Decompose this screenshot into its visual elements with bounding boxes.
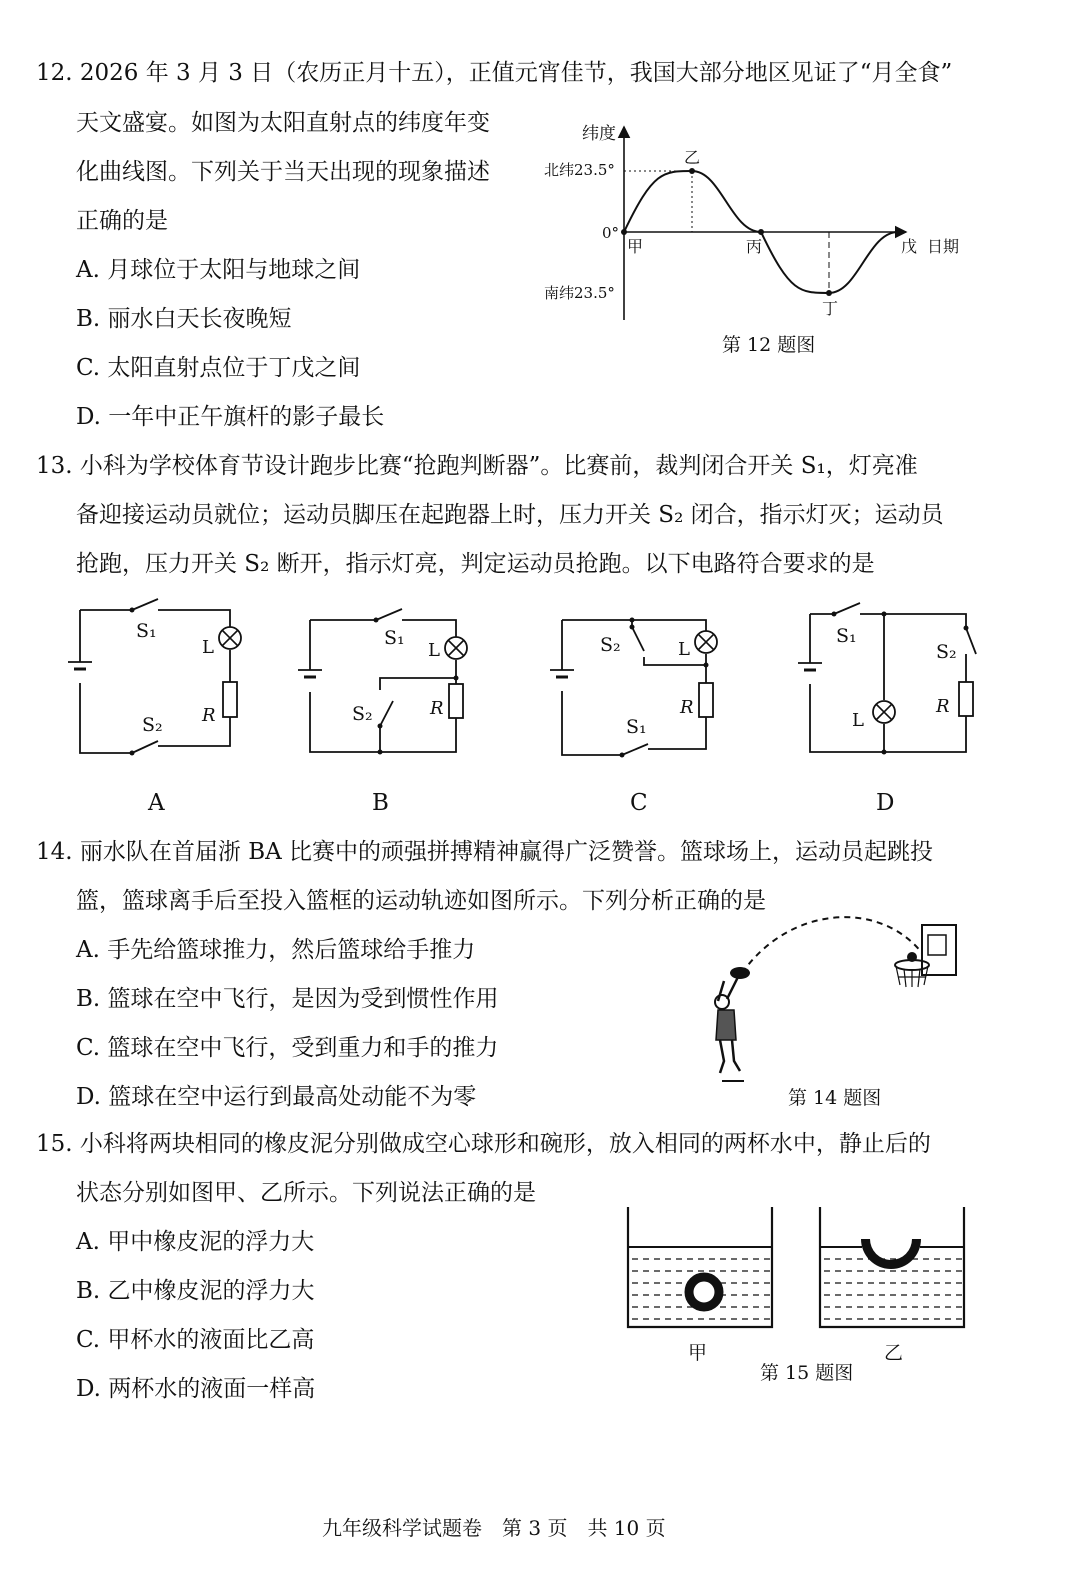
q12-point-ding: 丁 <box>822 299 839 318</box>
q15-beakers-figure <box>620 1205 970 1355</box>
q15-stem-line1: 15. 小科将两块相同的橡皮泥分别做成空心球形和碗形，放入相同的两杯水中，静止后的 <box>36 1131 931 1157</box>
q13a-s2-label: S₂ <box>142 714 163 736</box>
q13d-s2-label: S₂ <box>936 641 957 663</box>
q15-figure-caption: 第 15 题图 <box>760 1362 854 1384</box>
q12-latitude-curve-figure <box>540 115 980 335</box>
q12-tick-north: 北纬23.5° <box>544 161 615 179</box>
q13-circuit-b <box>290 600 490 770</box>
q12-option-c[interactable]: C. 太阳直射点位于丁戊之间 <box>76 355 361 381</box>
q12-stem-line4: 正确的是 <box>76 208 168 234</box>
q13-circuit-a <box>60 595 260 765</box>
q12-figure-caption: 第 12 题图 <box>722 334 816 356</box>
q15-option-c[interactable]: C. 甲杯水的液面比乙高 <box>76 1327 315 1353</box>
q13c-resistor-label: R <box>680 697 694 718</box>
q13-option-d[interactable]: D <box>876 790 895 816</box>
beaker-yi <box>820 1207 964 1327</box>
q13a-s1-label: S₁ <box>136 620 157 642</box>
q14-option-d[interactable]: D. 篮球在空中运行到最高处动能不为零 <box>76 1084 477 1110</box>
q14-basketball-figure <box>700 915 980 1085</box>
q12-point-wu: 戊 <box>901 237 918 256</box>
q12-point-yi: 乙 <box>684 148 701 167</box>
q13b-resistor-label: R <box>430 698 444 719</box>
q12-tick-south: 南纬23.5° <box>544 284 615 302</box>
q12-y-axis-label: 纬度 <box>582 124 616 144</box>
q12-tick-zero: 0° <box>602 224 620 242</box>
q12-point-jia: 甲 <box>627 237 644 256</box>
q13c-s2-label: S₂ <box>600 634 621 656</box>
bowl-icon <box>861 1239 921 1269</box>
q12-x-axis-label: 日期 <box>927 237 960 256</box>
q12-stem-line2: 天文盛宴。如图为太阳直射点的纬度年变 <box>76 110 490 136</box>
q13b-s2-label: S₂ <box>352 703 373 725</box>
q13b-lamp-label: L <box>428 640 440 661</box>
q12-stem-line3: 化曲线图。下列关于当天出现的现象描述 <box>76 159 490 185</box>
q12-option-b[interactable]: B. 丽水白天长夜晚短 <box>76 306 292 332</box>
q13-circuit-d <box>790 596 990 766</box>
q14-option-c[interactable]: C. 篮球在空中飞行，受到重力和手的推力 <box>76 1035 499 1061</box>
page-footer: 九年级科学试题卷 第 3 页 共 10 页 <box>322 1516 666 1540</box>
q15-option-d[interactable]: D. 两杯水的液面一样高 <box>76 1376 316 1402</box>
q13d-lamp-label: L <box>852 710 864 731</box>
q15-stem-line2: 状态分别如图甲、乙所示。下列说法正确的是 <box>76 1180 536 1206</box>
q15-option-a[interactable]: A. 甲中橡皮泥的浮力大 <box>76 1229 315 1255</box>
q13b-s1-label: S₁ <box>384 627 405 649</box>
q13-stem-line1: 13. 小科为学校体育节设计跑步比赛“抢跑判断器”。比赛前，裁判闭合开关 S₁，灯亮准 <box>36 453 918 479</box>
q13-circuit-c <box>540 603 740 773</box>
q13d-resistor-label: R <box>936 696 950 717</box>
q13c-s1-label: S₁ <box>626 716 647 738</box>
q13a-lamp-label: L <box>202 637 214 658</box>
q13-stem-line3: 抢跑，压力开关 S₂ 断开，指示灯亮，判定运动员抢跑。以下电路符合要求的是 <box>76 551 875 577</box>
q13-option-a[interactable]: A <box>148 790 165 816</box>
q13d-s1-label: S₁ <box>836 625 857 647</box>
hollow-ball-icon <box>689 1277 719 1307</box>
q15-option-b[interactable]: B. 乙中橡皮泥的浮力大 <box>76 1278 315 1304</box>
q14-stem-line1: 14. 丽水队在首届浙 BA 比赛中的顽强拼搏精神赢得广泛赞誉。篮球场上，运动员起跳投 <box>36 839 934 865</box>
q13a-resistor-label: R <box>202 705 216 726</box>
beaker-jia <box>628 1207 772 1327</box>
basketball-icon <box>730 967 750 979</box>
q14-option-a[interactable]: A. 手先给篮球推力，然后篮球给手推力 <box>76 937 476 963</box>
q14-option-b[interactable]: B. 篮球在空中飞行，是因为受到惯性作用 <box>76 986 499 1012</box>
q12-point-bing: 丙 <box>746 237 763 256</box>
q15-label-yi: 乙 <box>884 1342 904 1364</box>
q13c-lamp-label: L <box>678 639 690 660</box>
q13-option-b[interactable]: B <box>372 790 389 816</box>
q12-option-a[interactable]: A. 月球位于太阳与地球之间 <box>76 257 361 283</box>
q12-option-d[interactable]: D. 一年中正午旗杆的影子最长 <box>76 404 385 430</box>
q14-stem-line2: 篮，篮球离手后至投入篮框的运动轨迹如图所示。下列分析正确的是 <box>76 888 766 914</box>
q14-figure-caption: 第 14 题图 <box>788 1087 882 1109</box>
q13-stem-line2: 备迎接运动员就位；运动员脚压在起跑器上时，压力开关 S₂ 闭合，指示灯灭；运动员 <box>76 502 944 528</box>
q13-option-c[interactable]: C <box>630 790 648 816</box>
q15-label-jia: 甲 <box>688 1342 708 1364</box>
q12-stem-line1: 12. 2026 年 3 月 3 日（农历正月十五），正值元宵佳节，我国大部分地区见证了“月全食” <box>36 60 953 86</box>
